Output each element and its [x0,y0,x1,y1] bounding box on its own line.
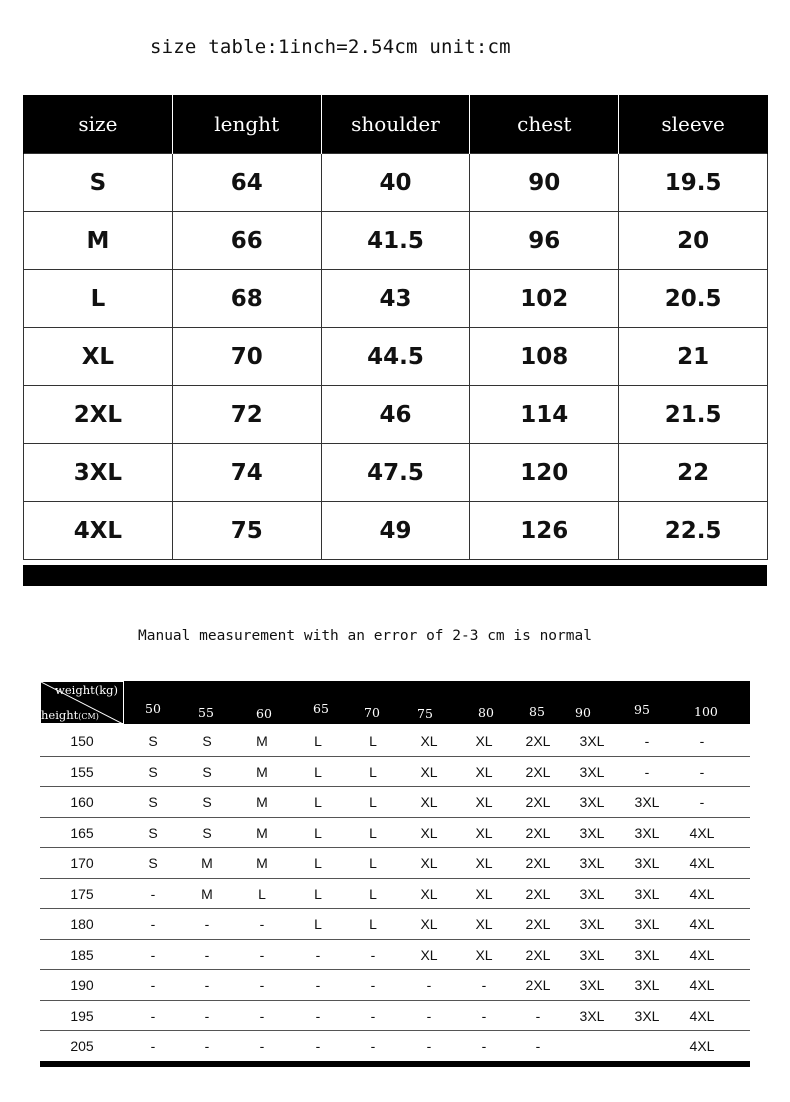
cell-shoulder: 41.5 [321,212,470,270]
cell-shoulder: 40 [321,154,470,212]
height-value: 155 [70,763,94,780]
size-recommendation: - [481,1007,487,1024]
size-recommendation: L [369,824,377,841]
size-recommendation: 2XL [525,946,551,963]
table-row [40,1001,750,1032]
size-recommendation: - [370,1038,376,1054]
size-table [23,95,768,560]
weight-column-label: 70 [364,705,380,720]
size-recommendation: M [256,763,268,780]
size-recommendation: XL [420,733,438,749]
size-recommendation: S [148,733,158,749]
weight-column-label: 75 [417,706,433,721]
weight-column-label: 90 [575,705,591,720]
size-recommendation: XL [420,824,438,841]
cell-shoulder: 44.5 [321,328,470,386]
size-row [24,502,768,560]
size-recommendation: - [315,1007,321,1024]
size-recommendation: 2XL [525,885,551,902]
size-recommendation: M [201,855,213,871]
size-recommendation: - [315,946,321,963]
measurement-note: Manual measurement with an error of 2-3 cm is normal [138,628,592,644]
size-recommendation: L [314,885,322,902]
size-recommendation: S [202,763,212,780]
height-value: 185 [70,946,94,963]
weight-height-header [40,681,750,724]
cell-shoulder: 49 [321,502,470,560]
size-recommendation: - [426,1038,432,1054]
size-recommendation: - [315,1038,321,1054]
cell-sleeve: 21 [619,328,768,386]
height-value: 170 [70,855,94,871]
height-value: 205 [70,1038,94,1054]
size-recommendation: 3XL [579,855,605,871]
cell-sleeve: 21.5 [619,386,768,444]
size-recommendation: - [481,1038,487,1054]
cell-size: 3XL [24,444,173,502]
table-row [40,879,750,910]
weight-column-label: 50 [145,701,161,716]
size-recommendation: XL [475,763,493,780]
size-recommendation: S [148,763,158,780]
size-recommendation: L [314,824,322,841]
size-recommendation: XL [475,855,493,871]
size-recommendation: 2XL [525,763,551,780]
size-recommendation: - [315,977,321,993]
size-recommendation: - [644,763,650,780]
cell-size: L [24,270,173,328]
size-recommendation: - [204,1038,210,1054]
size-recommendation: 4XL [689,1007,715,1024]
size-recommendation: L [314,916,322,932]
size-recommendation: L [258,885,266,902]
size-recommendation: L [369,733,377,749]
size-recommendation: L [314,794,322,810]
cell-sleeve: 20 [619,212,768,270]
size-recommendation: 4XL [689,946,715,963]
cell-length: 68 [172,270,321,328]
weight-height-bottom-bar [40,1061,750,1067]
size-recommendation: XL [475,824,493,841]
size-recommendation: S [202,824,212,841]
size-recommendation: M [201,885,213,902]
page-title: size table:1inch=2.54cm unit:cm [150,36,511,58]
weight-column-label: 55 [198,705,214,720]
cell-chest: 96 [470,212,619,270]
size-recommendation: - [535,1007,541,1024]
size-recommendation: L [369,885,377,902]
size-recommendation: XL [420,946,438,963]
height-label: height(CM) [41,708,99,722]
size-recommendation: XL [475,733,493,749]
cell-length: 70 [172,328,321,386]
size-recommendation: - [259,946,265,963]
cell-chest: 120 [470,444,619,502]
size-recommendation: 2XL [525,977,551,993]
size-recommendation: 3XL [634,824,660,841]
height-value: 165 [70,824,94,841]
size-recommendation: 2XL [525,794,551,810]
cell-size: M [24,212,173,270]
size-row [24,444,768,502]
size-recommendation: - [259,1038,265,1054]
size-recommendation: L [369,794,377,810]
cell-sleeve: 19.5 [619,154,768,212]
weight-column-label: 85 [529,704,545,719]
cell-chest: 102 [470,270,619,328]
size-recommendation: 4XL [689,1038,715,1054]
cell-size: S [24,154,173,212]
size-recommendation: M [256,824,268,841]
cell-shoulder: 47.5 [321,444,470,502]
size-recommendation: M [256,733,268,749]
header-chest: chest [470,95,619,154]
weight-label: weight(kg) [55,683,119,697]
size-recommendation: 4XL [689,885,715,902]
cell-sleeve: 22 [619,444,768,502]
size-recommendation: 2XL [525,824,551,841]
cell-size: XL [24,328,173,386]
size-recommendation: 3XL [634,794,660,810]
size-recommendation: 3XL [579,733,605,749]
size-row [24,386,768,444]
size-recommendation: - [150,946,156,963]
cell-shoulder: 43 [321,270,470,328]
size-recommendation: - [370,1007,376,1024]
size-recommendation: S [148,855,158,871]
cell-chest: 126 [470,502,619,560]
size-recommendation: 3XL [579,916,605,932]
cell-chest: 114 [470,386,619,444]
cell-length: 74 [172,444,321,502]
size-recommendation: 2XL [525,733,551,749]
size-recommendation: XL [420,763,438,780]
size-recommendation: - [204,1007,210,1024]
size-recommendation: L [314,855,322,871]
size-recommendation: 3XL [579,885,605,902]
size-recommendation: - [481,977,487,993]
size-recommendation: 3XL [634,977,660,993]
size-recommendation: - [426,1007,432,1024]
cell-length: 64 [172,154,321,212]
size-recommendation: 4XL [689,916,715,932]
weight-column-label: 80 [478,705,494,720]
size-recommendation: 3XL [634,1007,660,1024]
size-recommendation: - [150,1007,156,1024]
cell-size: 2XL [24,386,173,444]
size-recommendation: 4XL [689,977,715,993]
size-row [24,154,768,212]
size-recommendation: 3XL [579,794,605,810]
size-recommendation: - [259,1007,265,1024]
weight-height-table [40,726,750,1062]
size-recommendation: XL [420,885,438,902]
size-recommendation: XL [475,946,493,963]
cell-chest: 90 [470,154,619,212]
size-row [24,328,768,386]
size-recommendation: XL [475,885,493,902]
header-shoulder: shoulder [321,95,470,154]
size-recommendation: 3XL [579,977,605,993]
table-row [40,940,750,971]
cell-length: 72 [172,386,321,444]
size-recommendation: - [150,977,156,993]
size-recommendation: 3XL [579,946,605,963]
size-recommendation: S [202,794,212,810]
size-recommendation: S [148,824,158,841]
cell-sleeve: 22.5 [619,502,768,560]
size-recommendation: XL [420,916,438,932]
size-recommendation: XL [420,855,438,871]
height-value: 160 [70,794,94,810]
table-row [40,848,750,879]
size-recommendation: XL [475,794,493,810]
cell-shoulder: 46 [321,386,470,444]
size-recommendation: - [204,946,210,963]
height-unit: (CM) [78,712,99,721]
size-recommendation: - [150,916,156,932]
cell-length: 66 [172,212,321,270]
size-table-bottom-bar [23,565,767,586]
height-value: 150 [70,733,94,749]
size-recommendation: - [259,977,265,993]
size-recommendation: - [426,977,432,993]
size-recommendation: - [150,885,156,902]
size-recommendation: - [644,733,650,749]
cell-sleeve: 20.5 [619,270,768,328]
size-recommendation: 2XL [525,916,551,932]
cell-size: 4XL [24,502,173,560]
size-recommendation: - [699,733,705,749]
size-recommendation: M [256,794,268,810]
size-recommendation: - [204,977,210,993]
size-recommendation: S [148,794,158,810]
weight-column-label: 65 [313,701,329,716]
size-recommendation: 3XL [634,855,660,871]
size-recommendation: L [369,916,377,932]
table-row [40,757,750,788]
size-recommendation: L [314,763,322,780]
header-size: size [24,95,173,154]
size-recommendation: - [535,1038,541,1054]
size-recommendation: - [150,1038,156,1054]
size-recommendation: 3XL [579,824,605,841]
height-value: 190 [70,977,94,993]
size-recommendation: 3XL [634,885,660,902]
size-recommendation: - [204,916,210,932]
height-value: 195 [70,1007,94,1024]
size-recommendation: 3XL [579,1007,605,1024]
size-recommendation: S [202,733,212,749]
header-sleeve: sleeve [619,95,768,154]
size-recommendation: - [370,946,376,963]
table-row [40,909,750,940]
weight-height-corner-cell [40,681,124,724]
table-row [40,970,750,1001]
size-recommendation: 4XL [689,824,715,841]
weight-column-label: 100 [694,704,718,719]
cell-chest: 108 [470,328,619,386]
size-recommendation: 3XL [634,916,660,932]
size-row [24,270,768,328]
size-table-header-row [24,95,768,154]
size-recommendation: XL [475,916,493,932]
size-recommendation: - [699,763,705,780]
size-recommendation: 2XL [525,855,551,871]
size-recommendation: 3XL [634,946,660,963]
size-recommendation: - [699,794,705,810]
table-row [40,1031,750,1062]
height-value: 180 [70,916,94,932]
height-value: 175 [70,885,94,902]
size-recommendation: - [259,916,265,932]
size-recommendation: L [369,763,377,780]
size-recommendation: - [370,977,376,993]
table-row [40,726,750,757]
weight-column-label: 60 [256,706,272,721]
table-row [40,818,750,849]
table-row [40,787,750,818]
size-recommendation: L [369,855,377,871]
cell-length: 75 [172,502,321,560]
size-recommendation: XL [420,794,438,810]
size-recommendation: 4XL [689,855,715,871]
size-row [24,212,768,270]
size-recommendation: L [314,733,322,749]
size-recommendation: 3XL [579,763,605,780]
header-length: lenght [172,95,321,154]
weight-column-label: 95 [634,702,650,717]
size-recommendation: M [256,855,268,871]
